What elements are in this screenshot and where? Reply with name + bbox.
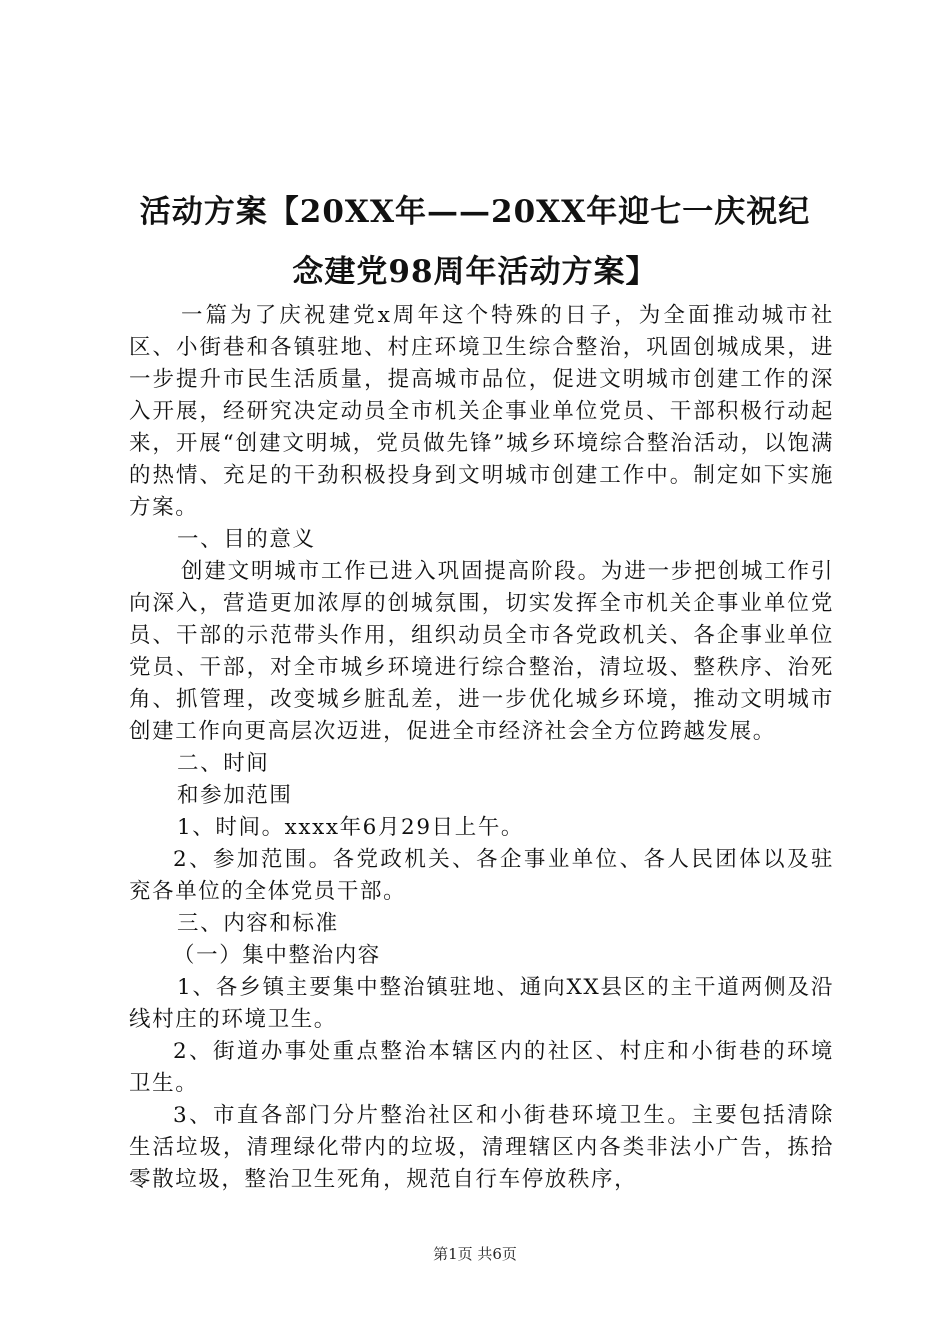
subsection-heading-content: （一）集中整治内容 xyxy=(173,943,381,968)
document-title-line-2: 念建党98周年活动方案】 xyxy=(292,254,658,290)
scope-item: 2、参加范围。各党政机关、各企事业单位、各人民团体以及驻兖各单位的全体党员干部。 xyxy=(129,847,834,904)
section-heading-content: 三、内容和标准 xyxy=(177,911,339,936)
content-item-3: 3、市直各部门分片整治社区和小街巷环境卫生。主要包括清除生活垃圾，清理绿化带内的垃圾，清理辖区内各类非法小广告，拣拾零散垃圾，整治卫生死角，规范自行车停放秩序， xyxy=(129,1103,834,1192)
time-item: 1、时间。xxxx年6月29日上午。 xyxy=(177,815,525,840)
section-heading-scope: 和参加范围 xyxy=(177,783,293,808)
intro-paragraph: 一篇为了庆祝建党x周年这个特殊的日子，为全面推动城市社区、小街巷和各镇驻地、村庄环境卫生综合整治，巩固创城成果，进一步提升市民生活质量，提高城市品位，促进文明城市创建工作的深入开展，经研究决定动员全市机关企事业单位党员、干部积极行动起来，开展“创建文明城，党员做先锋”城乡环境综合整治活动，以饱满的热情、充足的干劲积极投身到文明城市创建工作中。制定如下实施方案。 xyxy=(129,303,834,520)
page-footer: 第1页 共6页 xyxy=(433,1245,517,1263)
document-title-line-1: 活动方案【20XX年——20XX年迎七一庆祝纪 xyxy=(139,194,811,230)
section-heading-purpose: 一、目的意义 xyxy=(177,527,316,552)
content-item-1: 1、各乡镇主要集中整治镇驻地、通向XX县区的主干道两侧及沿线村庄的环境卫生。 xyxy=(129,975,834,1032)
content-item-2: 2、街道办事处重点整治本辖区内的社区、村庄和小街巷的环境卫生。 xyxy=(129,1039,834,1096)
section-heading-time: 二、时间 xyxy=(177,751,270,776)
purpose-paragraph: 创建文明城市工作已进入巩固提高阶段。为进一步把创城工作引向深入，营造更加浓厚的创城氛围，切实发挥全市机关企事业单位党员、干部的示范带头作用，组织动员全市各党政机关、各企事业单位党员、干部，对全市城乡环境进行综合整治，清垃圾、整秩序、治死角、抓管理，改变城乡脏乱差，进一步优化城乡环境，推动文明城市创建工作向更高层次迈进，促进全市经济社会全方位跨越发展。 xyxy=(129,559,834,744)
document-body xyxy=(129,300,834,1196)
